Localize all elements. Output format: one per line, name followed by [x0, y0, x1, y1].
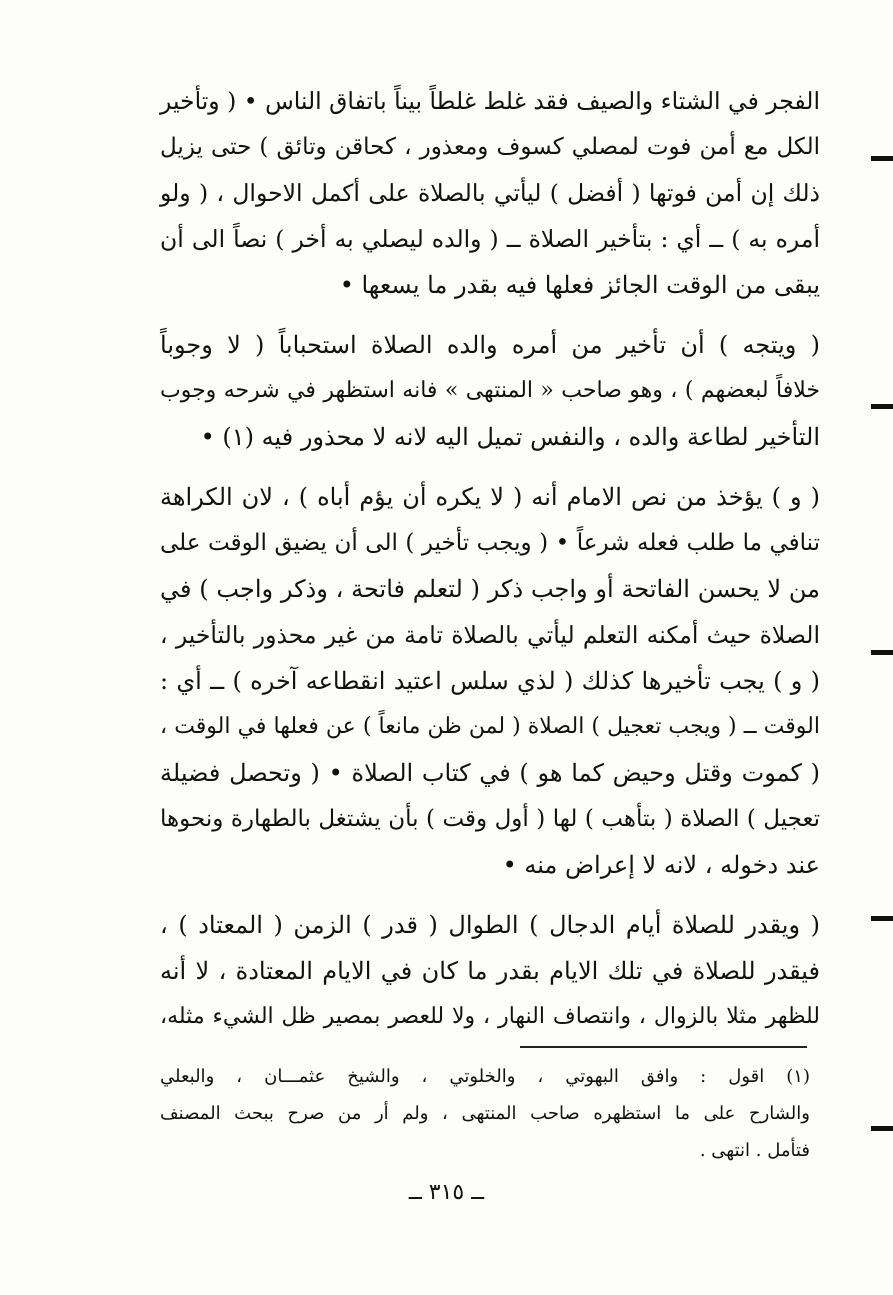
footnote-line: (١) اقول : وافق البهوتي ، والخلوتي ، والشيخ عثمـــان ، والبعلي — [160, 1066, 810, 1087]
text-line: ( ويقدر للصلاة أيام الدجال ) الطوال ( قدر ) الزمن ( المعتاد ) ، — [160, 911, 820, 939]
main-text — [160, 78, 820, 1040]
paragraph-2 — [160, 322, 820, 460]
text-line: يبقى من الوقت الجائز فعلها فيه بقدر ما يسعها • — [339, 271, 820, 299]
text-line: تعجيل ) الصلاة ( بتأهب ) لها ( أول وقت ) بأن يشتغل بالطهارة ونحوها — [160, 806, 820, 832]
text-line: فيقدر للصلاة في تلك الايام بقدر ما كان في الايام المعتادة ، لا أنه — [160, 957, 820, 985]
scan-edge-mark — [871, 156, 893, 161]
text-line: الفجر في الشتاء والصيف فقد غلط غلطاً بيناً باتفاق الناس • ( وتأخير — [160, 87, 820, 115]
text-line: ( كموت وقتل وحيض كما هو ) في كتاب الصلاة • ( وتحصل فضيلة — [160, 759, 820, 787]
text-line: عند دخوله ، لانه لا إعراض منه • — [502, 851, 820, 879]
text-line: تنافي ما طلب فعله شرعاً • ( ويجب تأخير ) الى أن يضيق الوقت على — [160, 530, 820, 556]
text-line: ( ويتجه ) أن تأخير من أمره والده الصلاة استحباباً ( لا وجوباً — [160, 331, 820, 359]
text-line: الوقت ــ ( ويجب تعجيل ) الصلاة ( لمن ظن مانعاً ) عن فعلها في الوقت ، — [160, 714, 820, 739]
footnote-line: والشارح على ما استظهره صاحب المنتهى ، ولم أر من صرح ببحث المصنف — [160, 1103, 810, 1124]
page-number: ــ ٣١٥ ــ — [408, 1180, 485, 1205]
scan-edge-mark — [871, 1126, 893, 1131]
scan-edge-mark — [871, 916, 893, 921]
paragraph-4 — [160, 902, 820, 1040]
text-line: خلافاً لبعضهم ) ، وهو صاحب « المنتهى » فانه استظهر في شرحه وجوب — [160, 378, 820, 403]
footnotes — [160, 1058, 810, 1169]
text-line: الكل مع أمن فوت لمصلي كسوف ومعذور ، كحاقن وتائق ) حتى يزيل — [160, 134, 820, 160]
text-line: ( و ) يجب تأخيرها كذلك ( لذي سلس اعتيد انقطاعه آخره ) ــ أي : — [160, 667, 820, 695]
paragraph-3 — [160, 474, 820, 888]
text-line: أمره به ) ــ أي : بتأخير الصلاة ــ ( والده ليصلي به أخر ) نصاً الى أن — [160, 225, 820, 253]
footnote-line: فتأمل . انتهى . — [699, 1140, 810, 1161]
text-line: ذلك إن أمن فوتها ( أفضل ) ليأتي بالصلاة على أكمل الاحوال ، ( ولو — [160, 179, 820, 207]
scan-edge-mark — [871, 650, 893, 655]
scan-edge-mark — [871, 404, 893, 409]
text-line: الصلاة حيث أمكنه التعلم ليأتي بالصلاة تامة من غير محذور بالتأخير ، — [160, 621, 820, 649]
footnote-divider — [520, 1046, 807, 1048]
text-line: من لا يحسن الفاتحة أو واجب ذكر ( لتعلم فاتحة ، وذكر واجب ) في — [160, 575, 820, 603]
paragraph-1 — [160, 78, 820, 308]
text-line: للظهر مثلا بالزوال ، وانتصاف النهار ، ولا للعصر بمصير ظل الشيء مثله، — [160, 1004, 820, 1029]
text-line: ( و ) يؤخذ من نص الامام أنه ( لا يكره أن يؤم أباه ) ، لان الكراهة — [160, 483, 820, 511]
text-line: التأخير لطاعة والده ، والنفس تميل اليه لانه لا محذور فيه (١) • — [200, 423, 820, 451]
